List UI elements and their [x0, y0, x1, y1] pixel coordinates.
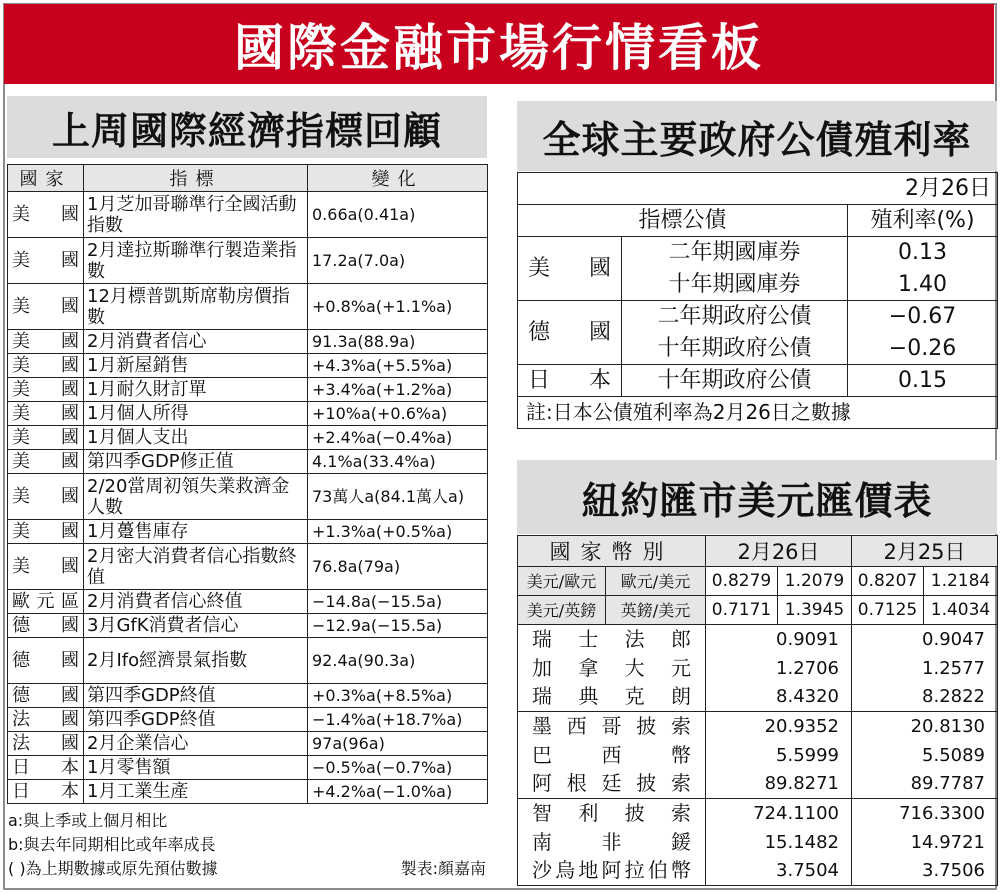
indicator-row: [8, 756, 488, 780]
bond-name: 十年期政府公債: [622, 333, 848, 365]
row-country: 美國: [8, 354, 84, 378]
indicators-notes: [8, 809, 486, 881]
row-change: +0.8%a(+1.1%a): [308, 284, 488, 330]
fx-currency-row: [518, 625, 998, 654]
row-indicator: 第四季GDP修正值: [84, 450, 308, 474]
fx-header-date2: 2月25日: [852, 536, 998, 567]
fx-rate: 3.7504: [706, 857, 852, 886]
row-indicator: 2/20當周初領失業救濟金人數: [84, 474, 308, 520]
banner-title: 國際金融市場行情看板: [234, 19, 764, 77]
row-country: 美國: [8, 544, 84, 590]
fx-value: 1.2184: [924, 567, 998, 596]
indicator-row: [8, 638, 488, 684]
fx-table: [517, 535, 998, 886]
fx-currency-name: 瑞士法郎: [518, 625, 706, 654]
row-indicator: 1月個人所得: [84, 402, 308, 426]
bond-panel-title: 全球主要政府公債殖利率: [542, 117, 972, 162]
bond-name: 二年期政府公債: [622, 301, 848, 333]
row-country: 德國: [8, 684, 84, 708]
row-change: +10%a(+0.6%a): [308, 402, 488, 426]
row-country: 美國: [8, 330, 84, 354]
indicator-row: [8, 780, 488, 804]
bond-header-yield: 殖利率(%): [848, 205, 998, 237]
row-indicator: 1月零售額: [84, 756, 308, 780]
row-indicator: 2月企業信心: [84, 732, 308, 756]
row-country: 德國: [8, 638, 84, 684]
fx-currency-row: [518, 857, 998, 886]
fx-value: 0.8279: [706, 567, 778, 596]
fx-rate: 1.2706: [706, 654, 852, 683]
fx-rate: 5.5089: [852, 741, 998, 770]
fx-value: 1.4034: [924, 596, 998, 625]
row-country: 日本: [8, 780, 84, 804]
fx-rate: 89.7787: [852, 770, 998, 799]
credit: 製表:顏嘉南: [400, 859, 486, 878]
row-change: −0.5%a(−0.7%a): [308, 756, 488, 780]
fx-currency-name: 南非鍰: [518, 828, 706, 857]
row-change: 91.3a(88.9a): [308, 330, 488, 354]
fx-currency-name: 瑞典克朗: [518, 683, 706, 712]
fx-rate: 89.8271: [706, 770, 852, 799]
indicators-panel-header: [7, 96, 487, 158]
row-indicator: 第四季GDP終值: [84, 708, 308, 732]
row-indicator: 1月個人支出: [84, 426, 308, 450]
bond-yield: 0.15: [848, 365, 998, 397]
fx-rate: 14.9721: [852, 828, 998, 857]
row-country: 美國: [8, 402, 84, 426]
bond-yield: −0.67: [848, 301, 998, 333]
row-change: 92.4a(90.3a): [308, 638, 488, 684]
row-change: +0.3%a(+8.5%a): [308, 684, 488, 708]
fx-currency-row: [518, 654, 998, 683]
fx-rate: 8.4320: [706, 683, 852, 712]
row-change: 17.2a(7.0a): [308, 238, 488, 284]
fx-rate: 724.1100: [706, 799, 852, 828]
fx-header-date1: 2月26日: [706, 536, 852, 567]
fx-pair-label: 美元/歐元: [518, 567, 606, 596]
fx-value: 0.8207: [852, 567, 924, 596]
bond-name: 二年期國庫券: [622, 237, 848, 269]
row-country: 歐元區: [8, 590, 84, 614]
fx-currency-name: 加拿大元: [518, 654, 706, 683]
fx-currency-row: [518, 683, 998, 712]
fx-pair-label: 英鎊/美元: [606, 596, 706, 625]
row-change: 73萬人a(84.1萬人a): [308, 474, 488, 520]
row-country: 法國: [8, 732, 84, 756]
row-country: 日本: [8, 756, 84, 780]
bond-country: 日本: [518, 365, 622, 397]
row-change: 4.1%a(33.4%a): [308, 450, 488, 474]
bond-yield: −0.26: [848, 333, 998, 365]
indicator-row: [8, 474, 488, 520]
fx-currency-row: [518, 712, 998, 741]
fx-currency-name: 沙烏地阿拉伯幣: [518, 857, 706, 886]
indicator-row: [8, 426, 488, 450]
fx-rate: 0.9047: [852, 625, 998, 654]
fx-currency-name: 墨西哥披索: [518, 712, 706, 741]
fx-pair-label: 美元/英鎊: [518, 596, 606, 625]
bond-name: 十年期國庫券: [622, 269, 848, 301]
row-country: 美國: [8, 378, 84, 402]
row-indicator: 12月標普凱斯席勒房價指數: [84, 284, 308, 330]
fx-rate: 0.9091: [706, 625, 852, 654]
fx-pair-row: [518, 567, 998, 596]
bond-yield: 0.13: [848, 237, 998, 269]
fx-value: 1.2079: [778, 567, 852, 596]
row-change: +1.3%a(+0.5%a): [308, 520, 488, 544]
fx-currency-row: [518, 741, 998, 770]
row-indicator: 2月消費者信心: [84, 330, 308, 354]
indicator-row: [8, 590, 488, 614]
row-country: 美國: [8, 450, 84, 474]
indicator-row: [8, 402, 488, 426]
row-indicator: 2月密大消費者信心指數終值: [84, 544, 308, 590]
row-country: 美國: [8, 520, 84, 544]
row-change: −14.8a(−15.5a): [308, 590, 488, 614]
indicator-row: [8, 544, 488, 590]
row-country: 美國: [8, 192, 84, 238]
indicator-row: [8, 192, 488, 238]
row-indicator: 第四季GDP終值: [84, 684, 308, 708]
fx-value: 1.3945: [778, 596, 852, 625]
fx-value: 0.7125: [852, 596, 924, 625]
row-indicator: 1月新屋銷售: [84, 354, 308, 378]
indicator-row: [8, 330, 488, 354]
fx-rate: 716.3300: [852, 799, 998, 828]
fx-rate: 1.2577: [852, 654, 998, 683]
header-country: 國家: [8, 165, 84, 192]
row-change: 0.66a(0.41a): [308, 192, 488, 238]
fx-panel-header: [517, 460, 997, 534]
fx-rate: 20.8130: [852, 712, 998, 741]
bond-country: 德國: [518, 301, 622, 365]
row-change: +4.3%a(+5.5%a): [308, 354, 488, 378]
row-country: 法國: [8, 708, 84, 732]
row-indicator: 2月達拉斯聯準行製造業指數: [84, 238, 308, 284]
bond-table: [517, 172, 998, 429]
bond-note: 註:日本公債殖利率為2月26日之數據: [518, 397, 998, 429]
fx-rate: 5.5999: [706, 741, 852, 770]
indicator-row: [8, 520, 488, 544]
fx-panel-title: 紐約匯市美元匯價表: [581, 478, 933, 523]
bond-name: 十年期政府公債: [622, 365, 848, 397]
row-change: +4.2%a(−1.0%a): [308, 780, 488, 804]
indicators-table: [7, 164, 488, 804]
row-change: −1.4%a(+18.7%a): [308, 708, 488, 732]
header-change: 變化: [308, 165, 488, 192]
row-country: 美國: [8, 238, 84, 284]
row-indicator: 3月GfK消費者信心: [84, 614, 308, 638]
indicators-panel-title: 上周國際經濟指標回顧: [51, 108, 442, 153]
row-indicator: 2月消費者信心終值: [84, 590, 308, 614]
fx-rate: 20.9352: [706, 712, 852, 741]
fx-pair-row: [518, 596, 998, 625]
note-c: ( )為上期數據或原先預估數據: [8, 859, 218, 878]
row-change: +2.4%a(−0.4%a): [308, 426, 488, 450]
note-b: b:與去年同期相比或年率成長: [8, 835, 216, 854]
row-indicator: 1月工業生產: [84, 780, 308, 804]
banner: [4, 4, 994, 84]
row-indicator: 2月Ifo經濟景氣指數: [84, 638, 308, 684]
indicator-row: [8, 732, 488, 756]
fx-rate: 8.2822: [852, 683, 998, 712]
row-change: +3.4%a(+1.2%a): [308, 378, 488, 402]
bond-header-bond: 指標公債: [518, 205, 848, 237]
note-a: a:與上季或上個月相比: [8, 811, 168, 830]
fx-rate: 15.1482: [706, 828, 852, 857]
fx-currency-row: [518, 828, 998, 857]
row-country: 美國: [8, 474, 84, 520]
row-indicator: 1月躉售庫存: [84, 520, 308, 544]
fx-rate: 3.7506: [852, 857, 998, 886]
fx-currency-row: [518, 770, 998, 799]
indicator-row: [8, 708, 488, 732]
fx-value: 0.7171: [706, 596, 778, 625]
indicator-row: [8, 378, 488, 402]
row-indicator: 1月耐久財訂單: [84, 378, 308, 402]
row-change: 76.8a(79a): [308, 544, 488, 590]
bond-date: 2月26日: [518, 173, 998, 205]
row-change: −12.9a(−15.5a): [308, 614, 488, 638]
bond-country: 美國: [518, 237, 622, 301]
row-country: 美國: [8, 284, 84, 330]
fx-header-currency: 國家幣別: [518, 536, 706, 567]
row-change: 97a(96a): [308, 732, 488, 756]
indicator-row: [8, 284, 488, 330]
header-indicator: 指標: [84, 165, 308, 192]
row-country: 美國: [8, 426, 84, 450]
indicator-row: [8, 354, 488, 378]
fx-currency-name: 智利披索: [518, 799, 706, 828]
indicator-row: [8, 614, 488, 638]
bond-yield: 1.40: [848, 269, 998, 301]
fx-table-body: [518, 567, 998, 886]
row-country: 德國: [8, 614, 84, 638]
row-indicator: 1月芝加哥聯準行全國活動指數: [84, 192, 308, 238]
indicator-row: [8, 450, 488, 474]
fx-currency-row: [518, 799, 998, 828]
fx-currency-name: 阿根廷披索: [518, 770, 706, 799]
indicator-row: [8, 684, 488, 708]
bond-panel-header: [517, 101, 997, 171]
fx-currency-name: 巴西幣: [518, 741, 706, 770]
fx-pair-label: 歐元/美元: [606, 567, 706, 596]
indicators-table-body: [8, 192, 488, 804]
indicator-row: [8, 238, 488, 284]
